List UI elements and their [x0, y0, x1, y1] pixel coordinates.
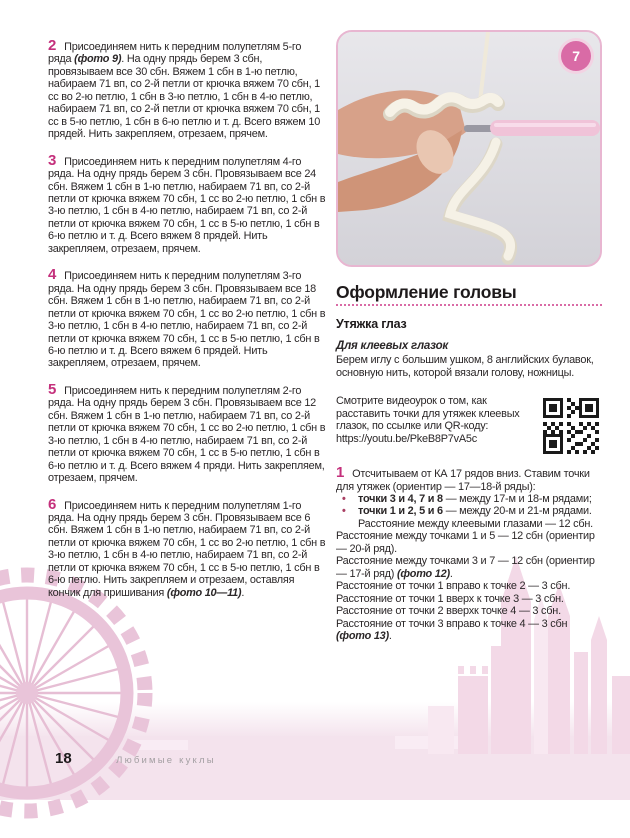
- photo-crochet-hands: [336, 30, 602, 267]
- right-text-column: [336, 30, 602, 642]
- step-text: Присоединяем нить к передним полупетлям 3-го ряда. На одну прядь берем 3 сбн. Провязываем все 18 сбн. Вяжем 1 сбн в 1-ю петлю, набираем 71 вп, со 2-й петли от крючка вяжем 70 сбн, 1 сс во 2-ю петлю, 1 сбн в 3-ю петлю, 1 сбн в 4-ю петлю, набираем 71 вп, со 2-й петли от крючка вяжем 70 сбн, 1 сс в 5-ю петлю, 1 сбн в 6-ю петлю и т. д. Всего вяжем 6 прядей. Нить закрепляем, отрезаем, прячем.: [48, 270, 326, 370]
- step-number: 2: [48, 37, 57, 54]
- book-title: Любимые куклы: [116, 755, 216, 766]
- video-text: Смотрите видеоурок о том, как расставить точки для утяжек клеевых глазок, по ссылке или QR-коду: https://youtu.be/PkeB8P7vA5c: [336, 395, 520, 445]
- distances-block: [336, 530, 602, 642]
- section-title: Оформление головы: [336, 286, 602, 306]
- step-paragraph-1: [336, 464, 602, 493]
- list-item: • точки 3 и 4, 7 и 8 — между 17-м и 18-м рядами;: [336, 493, 602, 505]
- step-paragraph-5: [48, 380, 326, 485]
- materials-paragraph: Берем иглу с большим ушком, 8 английских булавок, основную нить, которой вязали голову, ножницы.: [336, 354, 594, 379]
- video-paragraph: [336, 395, 602, 445]
- distance-line: Расстояние от точки 3 вправо к точке 4 — 3 сбн (фото 13).: [336, 617, 568, 642]
- step-number: 3: [48, 151, 57, 169]
- photo-number-badge: 7: [561, 41, 591, 71]
- qr-code-icon: [540, 395, 602, 457]
- step-number: 1: [336, 464, 345, 482]
- step-paragraph-3: [48, 151, 326, 256]
- step-text: Присоединяем нить к передним полупетлям 5-го ряда (фото 9). На одну прядь берем 3 сбн, провязываем все 30 сбн. Вяжем 1 сбн в 1-ю петлю, набираем 71 вп, со 2-й петли от крючка вяжем 70 сбн, 1 сс во 2-ю петлю, 1 сбн в 3-ю петлю, 1 сбн в 4-ю петлю, набираем 71 вп, со 2-й петли от крючка вяжем 70 сбн, 1 сс в 5-ю петлю, 1 сбн в 6-ю петлю и т. д. Всего вяжем 10 прядей. Нить закрепляем, отрезаем, прячем.: [48, 41, 321, 141]
- step-number: 4: [48, 266, 57, 284]
- step-text: Присоединяем нить к передним полупетлям 4-го ряда. На одну прядь берем 3 сбн. Провязываем все 24 сбн. Вяжем 1 сбн в 1-ю петлю, набираем 71 вп, со 2-й петли от крючка вяжем 70 сбн, 1 сс во 2-ю петлю, 1 сбн в 3-ю петлю, 1 сбн в 4-ю петлю, набираем 71 вп, со 2-й петли от крючка вяжем 70 сбн, 1 сс в 5-ю петлю, 1 сбн в 6-ю петлю и т. д. Всего вяжем 8 прядей. Нить закрепляем, отрезаем, прячем.: [48, 155, 326, 255]
- page-footer: [55, 750, 216, 768]
- distance-line: Расстояние от точки 2 вверхк точке 4 — 3 сбн.: [336, 605, 561, 618]
- eye-tightening-subtitle: Утяжка глаз: [336, 317, 407, 332]
- step-number: 6: [48, 495, 57, 513]
- list-item: • точки 1 и 2, 5 и 6 — между 20-м и 21-м рядами. Расстояние между клеевыми глазами — 12 сбн.: [336, 505, 602, 530]
- distance-line: Расстояние от точки 1 вправо к точке 2 — 3 сбн.: [336, 580, 571, 593]
- step-number: 5: [48, 380, 57, 398]
- left-text-column: [48, 37, 326, 613]
- distance-line: Расстояние между точками 1 и 5 — 12 сбн (ориентир — 20-й ряд).: [336, 530, 595, 555]
- crochet-photo-illustration: [338, 32, 600, 265]
- step-text: Отсчитываем от КА 17 рядов вниз. Ставим точки для утяжек (ориентир — 17—18-й ряды):: [336, 468, 590, 493]
- step-paragraph-6: [48, 495, 326, 600]
- step-paragraph-2: [48, 37, 326, 141]
- page-number: 18: [55, 750, 72, 767]
- step-paragraph-4: [48, 266, 326, 370]
- points-bullet-list: [336, 493, 602, 530]
- step-text: Присоединяем нить к передним полупетлям 2-го ряда. На одну прядь берем 3 сбн. Провязываем все 12 сбн. Вяжем 1 сбн в 1-ю петлю, набираем 71 вп, со 2-й петли от крючка вяжем 70 сбн, 1 сс во 2-ю петлю, 1 сбн в 3-ю петлю, 1 сбн в 4-ю петлю, набираем 71 вп, со 2-й петли от крючка вяжем 70 сбн, 1 сс в 5-ю петлю, 1 сбн в 6-ю петлю и т. д. Всего вяжем 4 пряди. Нить закрепляем, отрезаем, прячем.: [48, 384, 326, 485]
- glue-eyes-label: Для клеевых глазок: [336, 339, 448, 352]
- step-text: Присоединяем нить к передним полупетлям 1-го ряда. На одну прядь берем 3 сбн. Провязываем все 6 сбн. Вяжем 1 сбн в 1-ю петлю, набираем 71 вп, со 2-й петли от крючка вяжем 70 сбн, 1 сс во 2-ю петлю, 1 сбн в 3-ю петлю, 1 сбн в 4-ю петлю, набираем 71 вп, со 2-й петли от крючка вяжем 70 сбн, 1 сс в 5-ю петлю, 1 сбн в 6-ю петлю. Нить закрепляем и отрезаем, оставляя кончик для пришивания (фото 10—11).: [48, 499, 326, 599]
- distance-line: Расстояние между точками 3 и 7 — 12 сбн (ориентир — 17-й ряд) (фото 12).: [336, 555, 595, 580]
- distance-line: Расстояние от точки 1 вверх к точке 3 — 3 сбн.: [336, 592, 564, 605]
